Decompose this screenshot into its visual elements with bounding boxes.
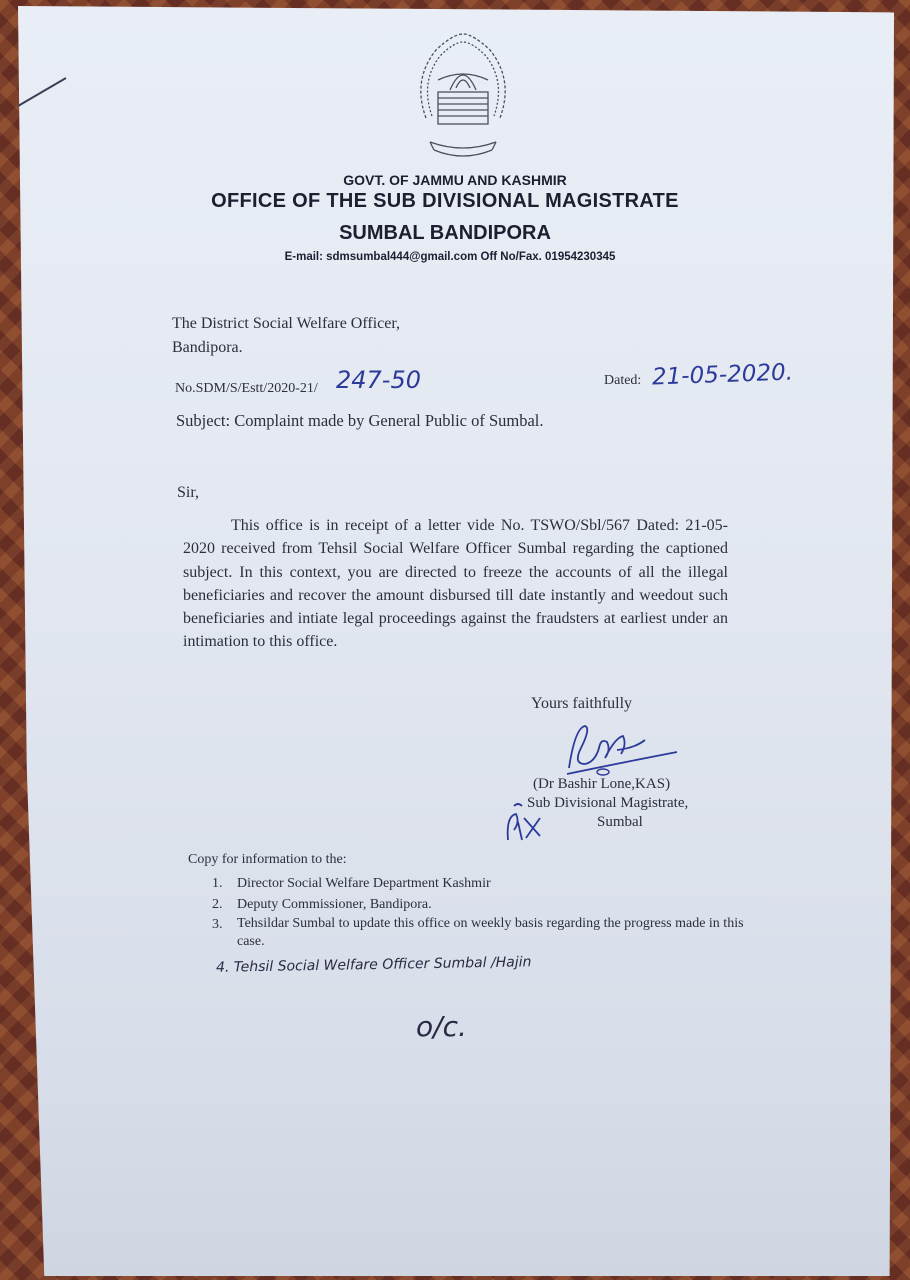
list-item-text: Director Social Welfare Department Kashmir — [237, 876, 491, 891]
reference-number: No.SDM/S/Estt/2020-21/ — [175, 381, 318, 396]
signatory-name: (Dr Bashir Lone,KAS) — [533, 776, 671, 792]
list-item-number: 1. — [212, 876, 223, 891]
copy-list — [212, 874, 772, 951]
reference-handwritten: 247-50 — [336, 366, 422, 394]
addressee-line2: Bandipora. — [172, 339, 243, 356]
signatory-place: Sumbal — [597, 814, 643, 830]
list-item — [212, 915, 772, 951]
signatory-designation: Sub Divisional Magistrate, — [527, 795, 689, 811]
subject-line: Subject: Complaint made by General Public of Sumbal. — [176, 411, 544, 430]
addressee-line1: The District Social Welfare Officer, — [172, 315, 401, 332]
body-paragraph — [183, 514, 728, 654]
initials-mark — [500, 800, 550, 850]
list-item — [212, 895, 772, 916]
state-emblem-icon — [408, 30, 518, 165]
copy-intro: Copy for information to the: — [188, 852, 347, 867]
date-label: Dated: — [604, 373, 642, 388]
date-handwritten: 21-05-2020. — [651, 359, 794, 391]
contact-line: E-mail: sdmsumbal444@gmail.com Off No/Fax. 01954230345 — [284, 251, 616, 263]
handwritten-copy-item: 4. Tehsil Social Welfare Officer Sumbal /Hajin — [215, 954, 532, 976]
list-item-text: Tehsildar Sumbal to update this office on weekly basis regarding the progress made in this case. — [237, 916, 744, 949]
closing-yours: Yours faithfully — [531, 695, 633, 712]
place-heading: SUMBAL BANDIPORA — [339, 222, 551, 244]
pen-mark — [14, 72, 74, 112]
list-item — [212, 874, 772, 895]
list-item-number: 2. — [212, 896, 223, 912]
office-heading: OFFICE OF THE SUB DIVISIONAL MAGISTRATE — [211, 190, 679, 212]
signature — [555, 718, 685, 780]
office-copy-mark: o/c. — [416, 1010, 467, 1043]
list-item-number: 3. — [212, 917, 223, 932]
body-text: This office is in receipt of a letter vide No. TSWO/Sbl/567 Dated: 21-05-2020 received from Tehsil Social Welfare Officer Sumbal regarding the captioned subject. In this context, you are directed to freeze the accounts of all the illegal beneficiaries and recover the amount disbursed till date instantly and weedout such beneficiaries and intiate legal proceedings against the fraudsters at earliest under an intimation to this office. — [183, 517, 728, 651]
list-item-text: Deputy Commissioner, Bandipora. — [237, 896, 432, 912]
govt-heading: GOVT. OF JAMMU AND KASHMIR — [343, 172, 567, 188]
salutation: Sir, — [177, 484, 200, 501]
